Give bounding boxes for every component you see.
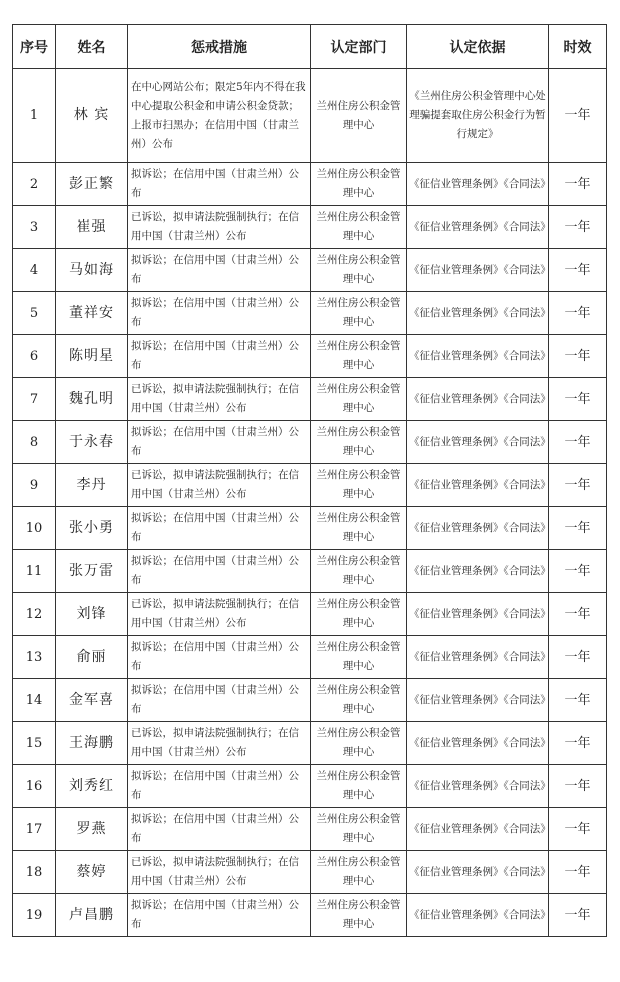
cell-measures: 拟诉讼；在信用中国（甘肃兰州）公布 — [128, 335, 311, 378]
table-row — [13, 851, 607, 894]
cell-name: 李丹 — [56, 464, 128, 507]
cell-seq: 5 — [13, 292, 56, 335]
penalty-table — [12, 24, 607, 937]
header-name: 姓名 — [56, 25, 128, 69]
cell-seq: 6 — [13, 335, 56, 378]
cell-department: 兰州住房公积金管理中心 — [311, 206, 407, 249]
header-duration: 时效 — [549, 25, 607, 69]
table-row — [13, 378, 607, 421]
table-row — [13, 421, 607, 464]
cell-seq: 14 — [13, 679, 56, 722]
cell-name: 马如海 — [56, 249, 128, 292]
table-row — [13, 163, 607, 206]
header-basis: 认定依据 — [407, 25, 549, 69]
cell-name: 彭正繁 — [56, 163, 128, 206]
cell-name: 陈明星 — [56, 335, 128, 378]
cell-basis: 《征信业管理条例》《合同法》 — [407, 593, 549, 636]
cell-duration: 一年 — [549, 679, 607, 722]
cell-name: 罗燕 — [56, 808, 128, 851]
table-row — [13, 464, 607, 507]
cell-department: 兰州住房公积金管理中心 — [311, 464, 407, 507]
cell-seq: 7 — [13, 378, 56, 421]
cell-department: 兰州住房公积金管理中心 — [311, 69, 407, 163]
table-row — [13, 249, 607, 292]
cell-measures: 已诉讼，拟申请法院强制执行；在信用中国（甘肃兰州）公布 — [128, 593, 311, 636]
cell-name: 卢昌鹏 — [56, 894, 128, 937]
cell-name: 于永春 — [56, 421, 128, 464]
cell-measures: 拟诉讼；在信用中国（甘肃兰州）公布 — [128, 292, 311, 335]
table-header-row — [13, 25, 607, 69]
cell-seq: 19 — [13, 894, 56, 937]
table-row — [13, 894, 607, 937]
cell-duration: 一年 — [549, 894, 607, 937]
cell-seq: 3 — [13, 206, 56, 249]
cell-duration: 一年 — [549, 808, 607, 851]
header-seq: 序号 — [13, 25, 56, 69]
cell-duration: 一年 — [549, 765, 607, 808]
cell-duration: 一年 — [549, 636, 607, 679]
cell-measures: 已诉讼，拟申请法院强制执行；在信用中国（甘肃兰州）公布 — [128, 464, 311, 507]
table-row — [13, 69, 607, 163]
cell-basis: 《征信业管理条例》《合同法》 — [407, 464, 549, 507]
cell-seq: 9 — [13, 464, 56, 507]
cell-seq: 12 — [13, 593, 56, 636]
table-row — [13, 292, 607, 335]
cell-department: 兰州住房公积金管理中心 — [311, 636, 407, 679]
cell-name: 蔡婷 — [56, 851, 128, 894]
cell-duration: 一年 — [549, 378, 607, 421]
cell-duration: 一年 — [549, 464, 607, 507]
cell-department: 兰州住房公积金管理中心 — [311, 163, 407, 206]
cell-seq: 1 — [13, 69, 56, 163]
cell-seq: 4 — [13, 249, 56, 292]
header-measures: 惩戒措施 — [128, 25, 311, 69]
cell-department: 兰州住房公积金管理中心 — [311, 335, 407, 378]
cell-seq: 17 — [13, 808, 56, 851]
cell-duration: 一年 — [549, 292, 607, 335]
cell-measures: 拟诉讼；在信用中国（甘肃兰州）公布 — [128, 894, 311, 937]
cell-basis: 《征信业管理条例》《合同法》 — [407, 421, 549, 464]
cell-department: 兰州住房公积金管理中心 — [311, 722, 407, 765]
cell-measures: 已诉讼，拟申请法院强制执行；在信用中国（甘肃兰州）公布 — [128, 851, 311, 894]
cell-name: 崔强 — [56, 206, 128, 249]
cell-duration: 一年 — [549, 249, 607, 292]
table-row — [13, 507, 607, 550]
cell-measures: 拟诉讼；在信用中国（甘肃兰州）公布 — [128, 636, 311, 679]
cell-measures: 拟诉讼；在信用中国（甘肃兰州）公布 — [128, 421, 311, 464]
cell-name: 刘秀红 — [56, 765, 128, 808]
table-row — [13, 636, 607, 679]
cell-measures: 已诉讼，拟申请法院强制执行；在信用中国（甘肃兰州）公布 — [128, 722, 311, 765]
cell-department: 兰州住房公积金管理中心 — [311, 421, 407, 464]
cell-name: 林 宾 — [56, 69, 128, 163]
cell-department: 兰州住房公积金管理中心 — [311, 507, 407, 550]
cell-basis: 《征信业管理条例》《合同法》 — [407, 765, 549, 808]
cell-name: 俞丽 — [56, 636, 128, 679]
cell-seq: 15 — [13, 722, 56, 765]
cell-basis: 《征信业管理条例》《合同法》 — [407, 808, 549, 851]
cell-measures: 拟诉讼；在信用中国（甘肃兰州）公布 — [128, 679, 311, 722]
cell-department: 兰州住房公积金管理中心 — [311, 765, 407, 808]
cell-name: 刘锋 — [56, 593, 128, 636]
table-row — [13, 206, 607, 249]
cell-measures: 已诉讼，拟申请法院强制执行；在信用中国（甘肃兰州）公布 — [128, 378, 311, 421]
cell-basis: 《征信业管理条例》《合同法》 — [407, 206, 549, 249]
table-row — [13, 765, 607, 808]
cell-measures: 拟诉讼；在信用中国（甘肃兰州）公布 — [128, 765, 311, 808]
cell-seq: 16 — [13, 765, 56, 808]
cell-duration: 一年 — [549, 550, 607, 593]
cell-measures: 拟诉讼；在信用中国（甘肃兰州）公布 — [128, 550, 311, 593]
cell-department: 兰州住房公积金管理中心 — [311, 378, 407, 421]
cell-measures: 拟诉讼；在信用中国（甘肃兰州）公布 — [128, 808, 311, 851]
table-row — [13, 335, 607, 378]
cell-name: 董祥安 — [56, 292, 128, 335]
cell-department: 兰州住房公积金管理中心 — [311, 894, 407, 937]
penalty-table-container — [12, 24, 607, 937]
table-body — [13, 69, 607, 937]
cell-duration: 一年 — [549, 69, 607, 163]
cell-name: 张万雷 — [56, 550, 128, 593]
cell-measures: 已诉讼，拟申请法院强制执行；在信用中国（甘肃兰州）公布 — [128, 206, 311, 249]
cell-basis: 《兰州住房公积金管理中心处理骗提套取住房公积金行为暂行规定》 — [407, 69, 549, 163]
header-department: 认定部门 — [311, 25, 407, 69]
cell-seq: 11 — [13, 550, 56, 593]
cell-duration: 一年 — [549, 163, 607, 206]
cell-measures: 拟诉讼；在信用中国（甘肃兰州）公布 — [128, 163, 311, 206]
cell-duration: 一年 — [549, 507, 607, 550]
cell-department: 兰州住房公积金管理中心 — [311, 550, 407, 593]
table-row — [13, 679, 607, 722]
cell-department: 兰州住房公积金管理中心 — [311, 679, 407, 722]
cell-name: 魏孔明 — [56, 378, 128, 421]
cell-basis: 《征信业管理条例》《合同法》 — [407, 335, 549, 378]
cell-duration: 一年 — [549, 722, 607, 765]
cell-measures: 在中心网站公布；限定5年内不得在我中心提取公积金和申请公积金贷款；上报市扫黑办；在信用中国（甘肃兰州）公布 — [128, 69, 311, 163]
cell-basis: 《征信业管理条例》《合同法》 — [407, 679, 549, 722]
cell-department: 兰州住房公积金管理中心 — [311, 292, 407, 335]
cell-name: 金军喜 — [56, 679, 128, 722]
cell-department: 兰州住房公积金管理中心 — [311, 249, 407, 292]
cell-duration: 一年 — [549, 421, 607, 464]
cell-department: 兰州住房公积金管理中心 — [311, 593, 407, 636]
cell-measures: 拟诉讼；在信用中国（甘肃兰州）公布 — [128, 507, 311, 550]
cell-duration: 一年 — [549, 335, 607, 378]
table-row — [13, 550, 607, 593]
cell-seq: 2 — [13, 163, 56, 206]
cell-department: 兰州住房公积金管理中心 — [311, 851, 407, 894]
cell-duration: 一年 — [549, 593, 607, 636]
table-row — [13, 593, 607, 636]
cell-duration: 一年 — [549, 206, 607, 249]
cell-seq: 18 — [13, 851, 56, 894]
cell-basis: 《征信业管理条例》《合同法》 — [407, 550, 549, 593]
cell-basis: 《征信业管理条例》《合同法》 — [407, 292, 549, 335]
cell-measures: 拟诉讼；在信用中国（甘肃兰州）公布 — [128, 249, 311, 292]
cell-basis: 《征信业管理条例》《合同法》 — [407, 378, 549, 421]
cell-basis: 《征信业管理条例》《合同法》 — [407, 636, 549, 679]
cell-name: 王海鹏 — [56, 722, 128, 765]
cell-seq: 10 — [13, 507, 56, 550]
cell-duration: 一年 — [549, 851, 607, 894]
cell-basis: 《征信业管理条例》《合同法》 — [407, 851, 549, 894]
cell-basis: 《征信业管理条例》《合同法》 — [407, 507, 549, 550]
cell-name: 张小勇 — [56, 507, 128, 550]
cell-department: 兰州住房公积金管理中心 — [311, 808, 407, 851]
table-row — [13, 808, 607, 851]
cell-basis: 《征信业管理条例》《合同法》 — [407, 163, 549, 206]
cell-basis: 《征信业管理条例》《合同法》 — [407, 894, 549, 937]
table-row — [13, 722, 607, 765]
cell-seq: 8 — [13, 421, 56, 464]
cell-basis: 《征信业管理条例》《合同法》 — [407, 249, 549, 292]
cell-basis: 《征信业管理条例》《合同法》 — [407, 722, 549, 765]
cell-seq: 13 — [13, 636, 56, 679]
